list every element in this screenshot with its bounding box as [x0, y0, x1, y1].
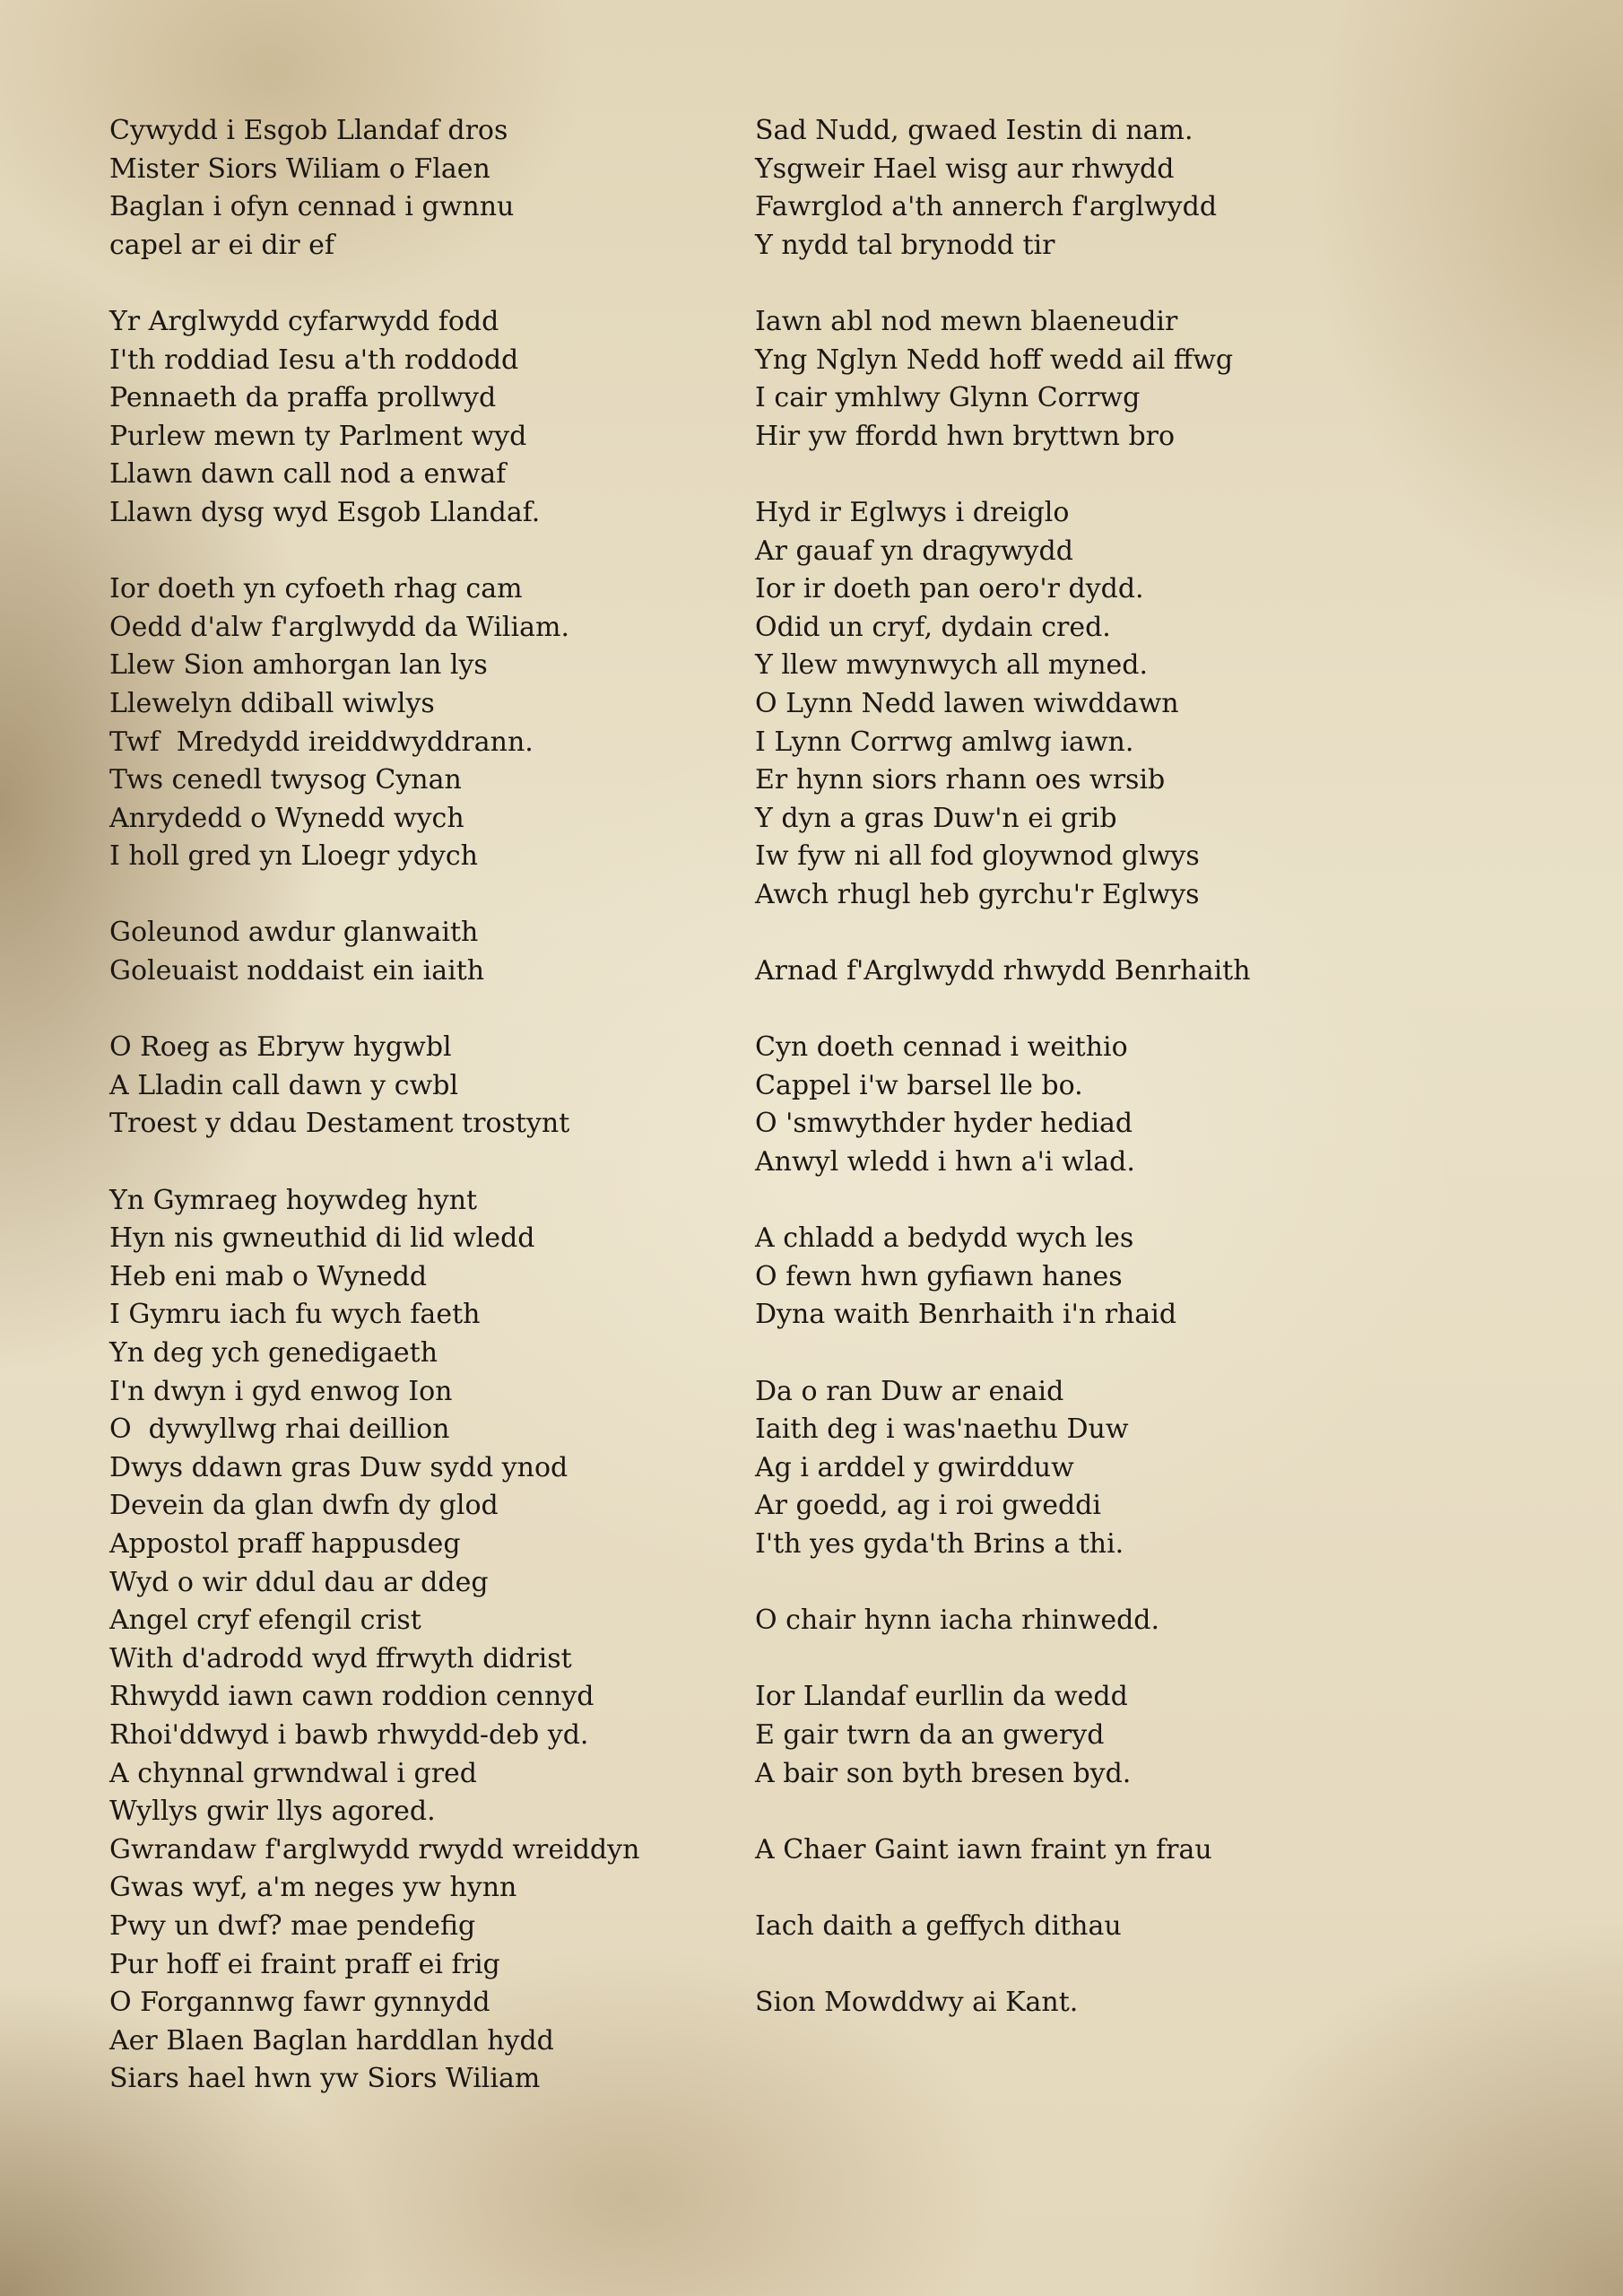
- verse-line: Iw fyw ni all fod gloywnod glwys: [755, 840, 1200, 873]
- stanza: [109, 914, 683, 990]
- stanza: [755, 494, 1436, 915]
- verse-line: Goleuaist noddaist ein iaith: [109, 955, 485, 987]
- stanza: [755, 1908, 1436, 1946]
- verse-line: Appostol praff happusdeg: [109, 1527, 461, 1560]
- verse-line: Wyllys gwir llys agored.: [109, 1796, 436, 1828]
- verse-line: Y nydd tal brynodd tir: [755, 229, 1055, 261]
- verse-line: I Gymru iach fu wych faeth: [109, 1299, 481, 1331]
- verse-line: Dyna waith Benrhaith i'n rhaid: [755, 1299, 1177, 1331]
- verse-line: Twf Mredydd ireiddwyddrann.: [109, 726, 534, 758]
- verse-line: Pur hoff ei fraint praff ei frig: [109, 1948, 500, 1980]
- verse-line: capel ar ei dir ef: [109, 229, 334, 261]
- verse-line: Hyn nis gwneuthid di lid wledd: [109, 1222, 535, 1255]
- verse-line: Ag i arddel y gwirdduw: [755, 1451, 1074, 1483]
- verse-line: Er hynn siors rhann oes wrsib: [755, 764, 1166, 796]
- verse-line: Ior doeth yn cyfoeth rhag cam: [109, 573, 523, 605]
- verse-line: Dwys ddawn gras Duw sydd ynod: [109, 1451, 568, 1483]
- verse-line: E gair twrn da an gweryd: [755, 1718, 1105, 1751]
- verse-line: Siars hael hwn yw Siors Wiliam: [109, 2063, 541, 2095]
- verse-line: I holl gred yn Lloegr ydych: [109, 840, 478, 873]
- verse-line: I'n dwyn i gyd enwog Ion: [109, 1375, 453, 1407]
- verse-line: Wyd o wir ddul dau ar ddeg: [109, 1566, 489, 1598]
- verse-line: Yr Arglwydd cyfarwydd fodd: [109, 305, 499, 337]
- verse-line: A Lladin call dawn y cwbl: [109, 1069, 459, 1101]
- verse-line: A bair son byth bresen byd.: [755, 1757, 1132, 1789]
- verse-line: Hir yw ffordd hwn bryttwn bro: [755, 420, 1176, 452]
- stanza: [755, 952, 1436, 991]
- verse-line: Hyd ir Eglwys i dreiglo: [755, 496, 1070, 528]
- stanza: [109, 112, 683, 265]
- verse-line: Anrydedd o Wynedd wych: [109, 802, 464, 834]
- verse-line: A chynnal grwndwal i gred: [109, 1757, 478, 1789]
- poem-column-left: [109, 112, 683, 2136]
- stanza: [755, 1984, 1436, 2022]
- verse-line: With d'adrodd wyd ffrwyth didrist: [109, 1642, 572, 1674]
- verse-line: Mister Siors Wiliam o Flaen: [109, 152, 490, 185]
- verse-line: Y dyn a gras Duw'n ei grib: [755, 802, 1117, 834]
- verse-line: Cyn doeth cennad i weithio: [755, 1031, 1128, 1064]
- verse-line: Yn Gymraeg hoywdeg hynt: [109, 1184, 478, 1216]
- verse-line: A chladd a bedydd wych les: [755, 1222, 1134, 1255]
- verse-line: O 'smwythder hyder hediad: [755, 1108, 1133, 1140]
- verse-line: Gwas wyf, a'm neges yw hynn: [109, 1872, 517, 1904]
- verse-line: O dywyllwg rhai deillion: [109, 1413, 450, 1446]
- verse-line: I Lynn Corrwg amlwg iawn.: [755, 726, 1134, 758]
- stanza: [755, 1602, 1436, 1640]
- stanza: [755, 303, 1436, 456]
- stanza: [755, 112, 1436, 265]
- verse-line: Tws cenedl twysog Cynan: [109, 764, 462, 796]
- verse-line: O Lynn Nedd lawen wiwddawn: [755, 687, 1179, 719]
- verse-line: Ar gauaf yn dragywydd: [755, 535, 1073, 567]
- verse-line: Iach daith a geffych dithau: [755, 1909, 1122, 1942]
- verse-line: O Forgannwg fawr gynnydd: [109, 1987, 490, 2019]
- verse-line: I cair ymhlwy Glynn Corrwg: [755, 382, 1141, 414]
- verse-line: Iaith deg i was'naethu Duw: [755, 1413, 1129, 1446]
- verse-line: Y llew mwynwych all myned.: [755, 649, 1149, 682]
- verse-line: A Chaer Gaint iawn fraint yn frau: [755, 1833, 1212, 1866]
- verse-line: Ior ir doeth pan oero'r dydd.: [755, 573, 1144, 605]
- verse-line: Purlew mewn ty Parlment wyd: [109, 420, 527, 452]
- verse-line: O Roeg as Ebryw hygwbl: [109, 1031, 452, 1064]
- stanza: [755, 1220, 1436, 1335]
- verse-line: Pennaeth da praffa prollwyd: [109, 382, 497, 414]
- verse-line: Pwy un dwf? mae pendefig: [109, 1909, 476, 1942]
- verse-line: I'th roddiad Iesu a'th roddodd: [109, 344, 519, 376]
- verse-line: Ysgweir Hael wisg aur rhwydd: [755, 152, 1175, 185]
- verse-line: Cappel i'w barsel lle bo.: [755, 1069, 1083, 1101]
- verse-line: I'th yes gyda'th Brins a thi.: [755, 1527, 1124, 1560]
- verse-line: Odid un cryf, dydain cred.: [755, 611, 1111, 643]
- verse-line: Da o ran Duw ar enaid: [755, 1375, 1064, 1407]
- poem-column-right: [755, 112, 1436, 2060]
- verse-line: Heb eni mab o Wynedd: [109, 1260, 428, 1292]
- stanza: [755, 1678, 1436, 1793]
- verse-line: Troest y ddau Destament trostynt: [109, 1108, 570, 1140]
- verse-line: Arnad f'Arglwydd rhwydd Benrhaith: [755, 955, 1251, 987]
- stanza: [755, 1029, 1436, 1181]
- stanza: [755, 1831, 1436, 1870]
- stanza: [109, 1029, 683, 1144]
- verse-line: Llew Sion amhorgan lan lys: [109, 649, 488, 682]
- verse-line: Rhwydd iawn cawn roddion cennyd: [109, 1681, 595, 1713]
- verse-line: O chair hynn iacha rhinwedd.: [755, 1605, 1160, 1637]
- verse-line: Rhoi'ddwyd i bawb rhwydd-deb yd.: [109, 1718, 589, 1751]
- verse-line: Devein da glan dwfn dy glod: [109, 1490, 499, 1522]
- verse-line: Ior Llandaf eurllin da wedd: [755, 1681, 1128, 1713]
- verse-line: Aer Blaen Baglan harddlan hydd: [109, 2024, 554, 2057]
- verse-line: Llawn dawn call nod a enwaf: [109, 458, 507, 491]
- verse-line: Fawrglod a'th annerch f'arglwydd: [755, 191, 1218, 223]
- verse-line: Goleunod awdur glanwaith: [109, 917, 479, 949]
- verse-line: Oedd d'alw f'arglwydd da Wiliam.: [109, 611, 569, 643]
- verse-line: Angel cryf efengil crist: [109, 1605, 421, 1637]
- verse-line: Llawn dysg wyd Esgob Llandaf.: [109, 496, 541, 528]
- verse-line: O fewn hwn gyfiawn hanes: [755, 1260, 1123, 1292]
- verse-line: Llewelyn ddiball wiwlys: [109, 687, 435, 719]
- stanza: [109, 1182, 683, 2099]
- verse-line: Cywydd i Esgob Llandaf dros: [109, 115, 508, 146]
- verse-line: Anwyl wledd i hwn a'i wlad.: [755, 1146, 1135, 1178]
- verse-line: Yn deg ych genedigaeth: [109, 1337, 438, 1369]
- stanza: [755, 1373, 1436, 1564]
- verse-line: Yng Nglyn Nedd hoff wedd ail ffwg: [755, 344, 1234, 376]
- verse-line: Gwrandaw f'arglwydd rwydd wreiddyn: [109, 1833, 640, 1866]
- stanza: [109, 570, 683, 876]
- verse-line: Baglan i ofyn cennad i gwnnu: [109, 191, 515, 223]
- verse-line: Ar goedd, ag i roi gweddi: [755, 1490, 1101, 1522]
- stanza: [109, 303, 683, 533]
- verse-line: Sad Nudd, gwaed Iestin di nam.: [755, 115, 1193, 146]
- verse-line: Awch rhugl heb gyrchu'r Eglwys: [755, 878, 1200, 910]
- verse-line: Sion Mowddwy ai Kant.: [755, 1987, 1079, 2019]
- verse-line: Iawn abl nod mewn blaeneudir: [755, 305, 1178, 337]
